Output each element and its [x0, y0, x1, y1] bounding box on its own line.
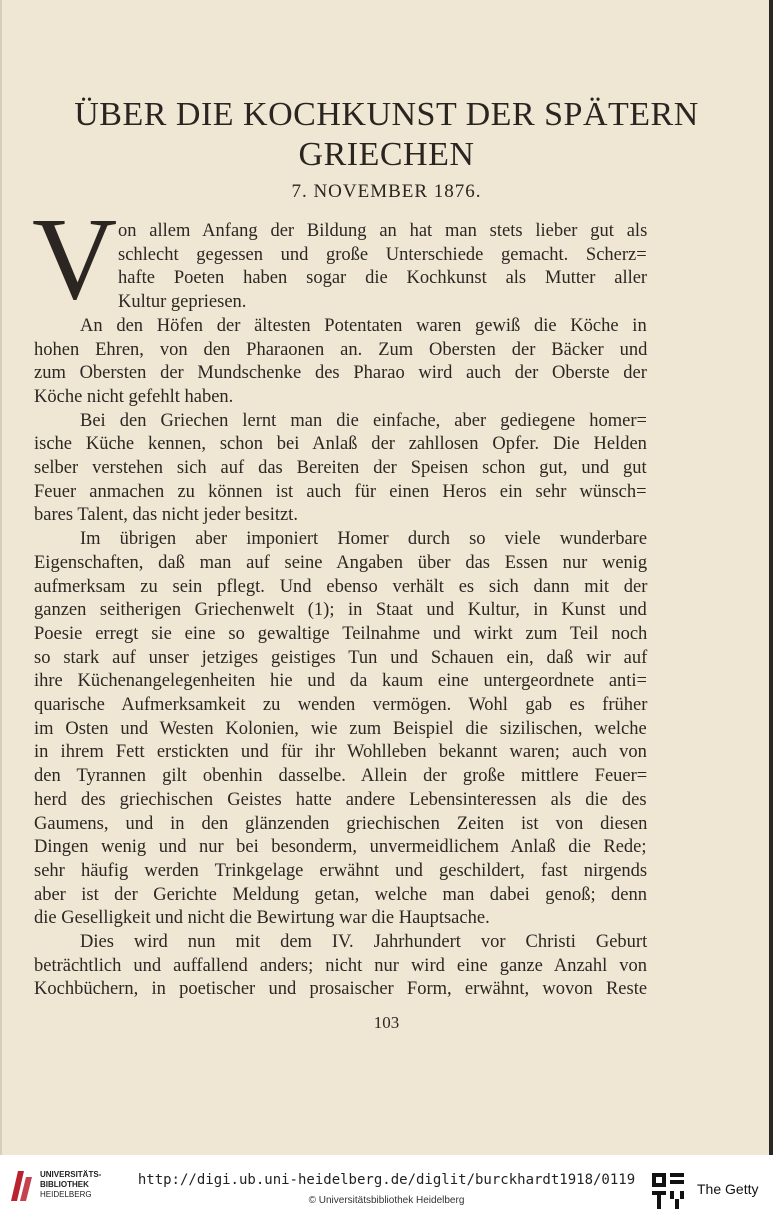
body-line: bares Talent, das nicht jeder besitzt. [34, 505, 298, 526]
body-line: so stark auf unser jetziges geistiges Tun und Schauen ein, daß wir auf [34, 647, 648, 668]
page-number: 103 [373, 1013, 400, 1032]
body-line: An den Höfen der ältesten Potentaten waren gewiß die Köche in [80, 315, 647, 336]
drop-cap: V [32, 193, 118, 324]
body-line: ische Küche kennen, schon bei Anlaß der zahllosen Opfer. Die Helden [34, 434, 647, 455]
chapter-title-line-1: ÜBER DIE KOCHKUNST DER SPÄTERN [74, 96, 699, 133]
chapter-title-line-2: GRIECHEN [298, 136, 475, 173]
body-line: Eigenschaften, daß man auf seine Angaben über das Essen nur wenig [34, 552, 648, 573]
body-line: Feuer anmachen zu können ist auch für einen Heros ein sehr wünsch= [34, 481, 647, 502]
body-line: Im übrigen aber imponiert Homer durch so viele wunderbare [80, 529, 648, 550]
body-line: Poesie erregt sie eine so gewaltige Teilnahme und wirkt zum Teil noch [34, 623, 648, 644]
body-line: Kultur gepriesen. [118, 292, 247, 313]
body-line: beträchtlich und auffallend anders; nicht nur wird eine ganze Anzahl von [34, 955, 648, 976]
ub-label-line-2: BIBLIOTHEK [40, 1180, 89, 1189]
body-line: Dingen wenig und nur bei besonderm, unvermeidlichem Anlaß die Rede; [34, 837, 647, 858]
body-line: Kochbüchern, in poetischer und prosaischer Form, erwähnt, wovon Reste [34, 979, 648, 1000]
body-line: ihre Küchenangelegenheiten hie und da kaum eine untergeordnete anti= [34, 671, 647, 692]
body-line: on allem Anfang der Bildung an hat man stets lieber gut als [118, 221, 648, 241]
body-line: Köche nicht gefehlt haben. [34, 386, 234, 407]
ub-label-line-1: UNIVERSITÄTS- [40, 1170, 102, 1179]
body-line: den Tyrannen gilt obenhin dasselbe. Allein der große mittlere Feuer= [34, 766, 648, 787]
body-line: sehr häufig werden Trinkgelage erwähnt und geschildert, fast nirgends [34, 860, 648, 881]
copyright-notice: © Universitätsbibliothek Heidelberg [308, 1195, 465, 1206]
body-line: ganzen seitherigen Griechenwelt (1); in Staat und Kultur, in Kunst und [34, 600, 647, 621]
body-line: aber ist der Gerichte Meldung getan, welche man dabei genoß; denn [34, 884, 647, 905]
chapter-date: 7. NOVEMBER 1876. [291, 181, 482, 202]
digitization-footer [0, 1155, 773, 1218]
body-line: zum Obersten der Mundschenke des Pharao wird auch der Oberste der [34, 363, 647, 384]
getty-logo-icon [650, 1171, 686, 1211]
getty-label: The Getty [697, 1181, 759, 1197]
body-line: schlecht gegessen und große Unterschiede gemacht. Scherz= [118, 244, 647, 265]
body-line: aufmerksam zu sein pflegt. Und ebenso verhält es sich dann mit der [34, 576, 648, 597]
body-line: im Osten und Westen Kolonien, wie zum Beispiel die sizilischen, welche [34, 718, 647, 739]
body-line: Bei den Griechen lernt man die einfache, aber gediegene homer= [80, 410, 647, 431]
body-line: die Geselligkeit und nicht die Bewirtung war die Hauptsache. [34, 908, 490, 929]
body-line: Dies wird nun mit dem IV. Jahrhundert vor Christi Geburt [80, 932, 648, 952]
ub-label-line-3: HEIDELBERG [40, 1190, 92, 1199]
body-line: hohen Ehren, von den Pharaonen an. Zum Obersten der Bäcker und [34, 339, 648, 360]
source-url-link[interactable]: http://digi.ub.uni-heidelberg.de/diglit/burckhardt1918/0119 [137, 1172, 636, 1188]
body-line: hafte Poeten haben sogar die Kochkunst als Mutter aller [118, 268, 648, 289]
body-line: herd des griechischen Geistes hatte andere Lebensinteressen als die des [34, 789, 647, 810]
body-line: in ihrem Fett erstickten und für ihr Wohlleben bekannt waren; auch von [34, 742, 647, 763]
body-line: quarische Aufmerksamkeit zu wenden vermögen. Wohl gab es früher [34, 695, 648, 715]
body-line: Gaumens, und in den glänzenden griechischen Zeiten ist von diesen [34, 813, 648, 834]
body-line: selber verstehen sich auf das Bereiten der Speisen schon gut, und gut [34, 458, 647, 478]
